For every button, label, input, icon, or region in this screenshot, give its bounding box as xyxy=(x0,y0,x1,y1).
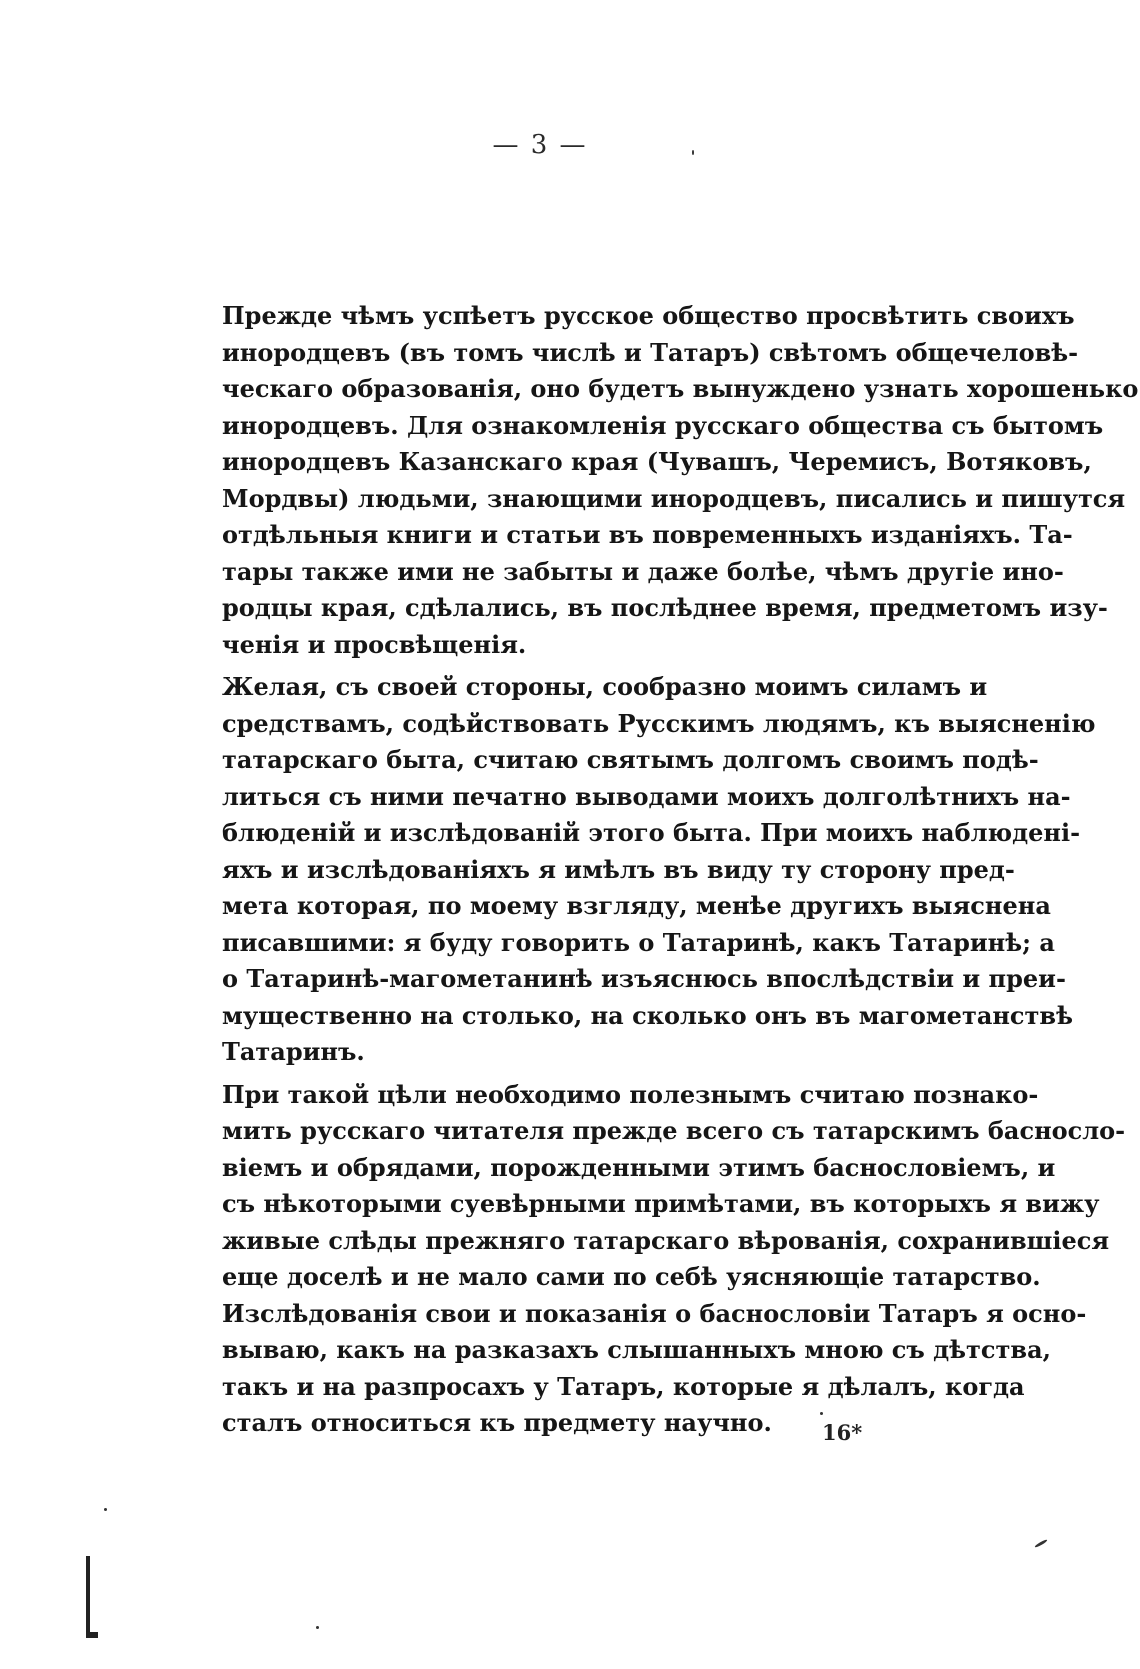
text-line: сталъ относиться къ предмету научно. xyxy=(222,1408,772,1437)
text-line: мить русскаго читателя прежде всего съ татарскимъ баснослo- xyxy=(222,1116,1126,1145)
scan-speck xyxy=(820,1412,823,1415)
scan-speck xyxy=(316,1626,319,1629)
paragraph-3 xyxy=(222,1077,1126,1442)
text-line: Прежде чѣмъ успѣетъ русское общество просвѣтить своихъ xyxy=(222,301,1075,330)
text-line: При такой цѣли необходимо полезнымъ считаю познако- xyxy=(222,1079,1039,1109)
text-line: Изслѣдованія свои и показанія о баснословіи Татаръ я осно- xyxy=(222,1298,1087,1328)
text-line: средствамъ, содѣйствовать Русскимъ людямъ, къ выясненію xyxy=(222,708,1096,738)
text-line: татарскаго быта, считаю святымъ долгомъ своимъ подѣ- xyxy=(222,745,1039,774)
text-line: инородцевъ Казанскаго края (Чувашъ, Черемисъ, Вотяковъ, xyxy=(222,447,1092,476)
text-line: тары также ими не забыты и даже болѣе, чѣмъ другіе ино- xyxy=(222,556,1064,586)
text-line: писавшими: я буду говорить о Татаринѣ, какъ Татаринѣ; а xyxy=(222,927,1055,957)
scan-edge-mark xyxy=(86,1632,98,1638)
scan-speck xyxy=(104,1508,107,1511)
text-line: съ нѣкоторыми суевѣрными примѣтами, въ которыхъ я вижу xyxy=(222,1189,1100,1218)
text-line: Желая, съ своей стороны, сообразно моимъ силамъ и xyxy=(222,672,988,701)
scan-edge-mark xyxy=(86,1556,90,1634)
text-line: ченія и просвѣщенія. xyxy=(222,629,527,659)
text-line: віемъ и обрядами, порожденными этимъ баснословіемъ, и xyxy=(222,1152,1056,1182)
text-line: родцы края, сдѣлались, въ послѣднее время, предметомъ изу- xyxy=(222,593,1108,622)
text-line: такъ и на разпросахъ у Татаръ, которые я дѣлалъ, когда xyxy=(222,1371,1025,1401)
text-line: блюденій и изслѣдованій этого быта. При моихъ наблюденi- xyxy=(222,818,1081,847)
scan-speck xyxy=(692,150,694,155)
text-line: инородцевъ (въ томъ числѣ и Татаръ) свѣтомъ общечеловѣ- xyxy=(222,337,1079,367)
page-number: — 3 — xyxy=(492,130,588,160)
text-line: еще доселѣ и не мало сами по себѣ уясняющіе татарство. xyxy=(222,1262,1041,1291)
paragraph-2 xyxy=(222,669,1096,1071)
text-line: о Татаринѣ-магометанинѣ изъяснюсь впослѣдствіи и преи- xyxy=(222,964,1066,993)
text-line: ческаго образованія, оно будетъ вынуждено узнать хорошенько xyxy=(222,374,1139,403)
text-line: отдѣльныя книги и статьи въ повременныхъ изданіяхъ. Та- xyxy=(222,520,1073,549)
text-line: Мордвы) людьми, знающими инородцевъ, писались и пишутся xyxy=(222,483,1126,513)
text-line: яхъ и изслѣдованіяхъ я имѣлъ въ виду ту сторону пред- xyxy=(222,854,1015,884)
text-line: живые слѣды прежняго татарскаго вѣрованія, сохранившіеся xyxy=(222,1225,1110,1255)
body-text xyxy=(222,298,1139,1448)
text-line: литься съ ними печатно выводами моихъ долголѣтнихъ на- xyxy=(222,781,1071,811)
text-line: мущественно на столько, на сколько онъ въ магометанствѣ xyxy=(222,1000,1073,1030)
scan-speck xyxy=(1034,1539,1048,1549)
text-line: Татаринъ. xyxy=(222,1037,365,1066)
text-line: мета которая, по моему взгляду, менѣе другихъ выяснена xyxy=(222,891,1051,920)
signature-mark: 16* xyxy=(822,1420,863,1445)
paragraph-1 xyxy=(222,298,1139,663)
text-line: инородцевъ. Для ознакомленія русскаго общества съ бытомъ xyxy=(222,410,1104,440)
text-line: вываю, какъ на разказахъ слышанныхъ мною съ дѣтства, xyxy=(222,1335,1051,1364)
